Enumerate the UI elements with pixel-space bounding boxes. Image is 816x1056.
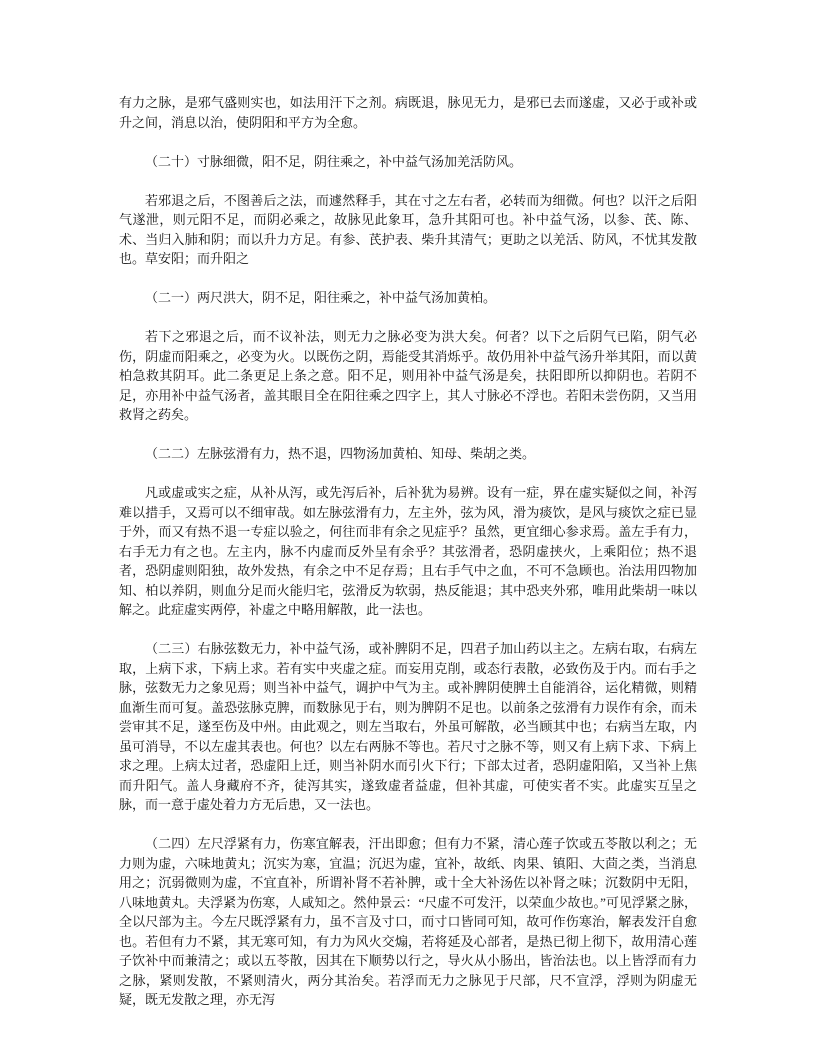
paragraph: （二三）右脉弦数无力，补中益气汤，或补脾阴不足，四君子加山药以主之。左病右取，右病左取，上病下求，下病上求。若有实中夹虚之症。而妄用克削，或态行表散，必致伤及于内。而右手之脉，弦数无力之象见焉；则当补中益气，调护中气为主。或补脾阴使脾土自能消谷，运化精微，则精血渐生而可复。盖恐弦脉克脾，而数脉见于右，则为脾阴不足也。以前条之弦滑有力误作有余，而未尝审其不足，遂至伤及中州。由此观之，则左当取右，外虽可解散，必当顾其中也；右病当左取，内虽可消导，不以左虚其表也。何也？以左右两脉不等也。若尺寸之脉不等，则又有上病下求、下病上求之理。上病太过者，恐虚阳上迁，则当补阴水而引火下行；下部太过者，恐阴虚阳陷，又当补上焦而升阳气。盖人身藏府不齐，徒泻其实，遂致虚者益虚，但补其虚，可使实者不实。此虚实互呈之脉，而一意于虚处着力方无后患，又一法也。: [119, 641, 697, 812]
paragraph: 凡或虚或实之症，从补从泻，或先泻后补，后补犹为易辨。设有一症，界在虚实疑似之间，补泻难以措手，又焉可以不细审哉。如左脉弦滑有力，左主外，弦为风，滑为痰饮，是风与痰饮之症已显于外，而又有热不退一专症以验之，何往而非有余之见症乎？虽然，更宜细心参求焉。盖左手有力，右手无力有之也。左主内，脉不内虚而反外呈有余乎？其弦滑者，恐阴虚挟火，上乘阳位；热不退者，恐阴虚则阳独，故外发热，有余之中不足存焉；且右手气中之血，不可不急顾也。治法用四物加知、柏以养阴，则血分足而火能归宅，弦滑反为软弱，热反能退；其中恐夹外邪，唯用此柴胡一味以解之。此症虚实两停，补虚之中略用解散，此一法也。: [119, 485, 697, 617]
paragraph: （二一）两尺洪大，阴不足，阳往乘之，补中益气汤加黄柏。: [145, 290, 497, 305]
paragraph: 若下之邪退之后，而不议补法，则无力之脉必变为洪大矣。何者？以下之后阴气已陷，阴气必伤，阴虚而阳乘之，必变为火。以既伤之阴，焉能受其消烁乎。故仍用补中益气汤升举其阳，而以黄柏急救其阴耳。此二条更足上条之意。阳不足，则用补中益气汤是矣，扶阳即所以抑阴也。若阴不足，亦用补中益气汤者，盖其眼目全在阳往乘之四字上，其人寸脉必不浮也。若阳未尝伤阴，又当用救肾之药矣。: [119, 329, 697, 422]
paragraph: （二四）左尺浮紧有力，伤寒宜解表，汗出即愈；但有力不紧，清心莲子饮或五苓散以利之；无力则为虚，六味地黄丸；沉实为寒，宜温；沉迟为虚，宜补，故纸、肉果、镇阳、大茴之类，当消息用之；沉弱微则为虚，不宜直补，所谓补肾不若补脾，或十全大补汤佐以补肾之味；沉数阴中无阳，八味地黄丸。夫浮紧为伤寒，人咸知之。然仲景云：“尺虚不可发汗，以荣血少故也。”可见浮紧之脉，全以尺部为主。今左尺既浮紧有力，虽不言及寸口，而寸口皆同可知，故可作伤寒治，解表发汗自愈也。若但有力不紧，其无寒可知，有力为风火交煽，若将延及心部者，是热已彻上彻下，故用清心莲子饮补中而兼清之；或以五苓散，因其在下顺势以行之，导火从小肠出，皆治法也。以上皆浮而有力之脉，紧则发散，不紧则清火，两分其治矣。若浮而无力之脉见于尺部，尺不宣浮，浮则为阴虚无疑，既无发散之理，亦无泻: [119, 836, 697, 1007]
paragraph: 有力之脉，是邪气盛则实也，如法用汗下之剂。病既退，脉见无力，是邪已去而遂虚，又必于或补或升之间，消息以治，使阴阳和平方为全愈。: [119, 95, 697, 130]
paragraph: （二二）左脉弦滑有力，热不退，四物汤加黄柏、知母、柴胡之类。: [145, 446, 536, 461]
paragraph: （二十）寸脉细微，阳不足，阴往乘之，补中益气汤加羌活防风。: [145, 153, 523, 169]
paragraph: 若邪退之后，不图善后之法，而遽然释手，其在寸之左右者，必转而为细微。何也？以汗之后阳气遂泄，则元阳不足，而阴必乘之，故脉见此象耳，急升其阳可也。补中益气汤，以参、芪、陈、术、当归入肺和阴；而以升力方足。有参、芪护表、柴升其清气；更助之以羌活、防风，不忧其发散也。草安阳；而升阳之: [119, 192, 697, 266]
document-text-block: [119, 93, 697, 1010]
